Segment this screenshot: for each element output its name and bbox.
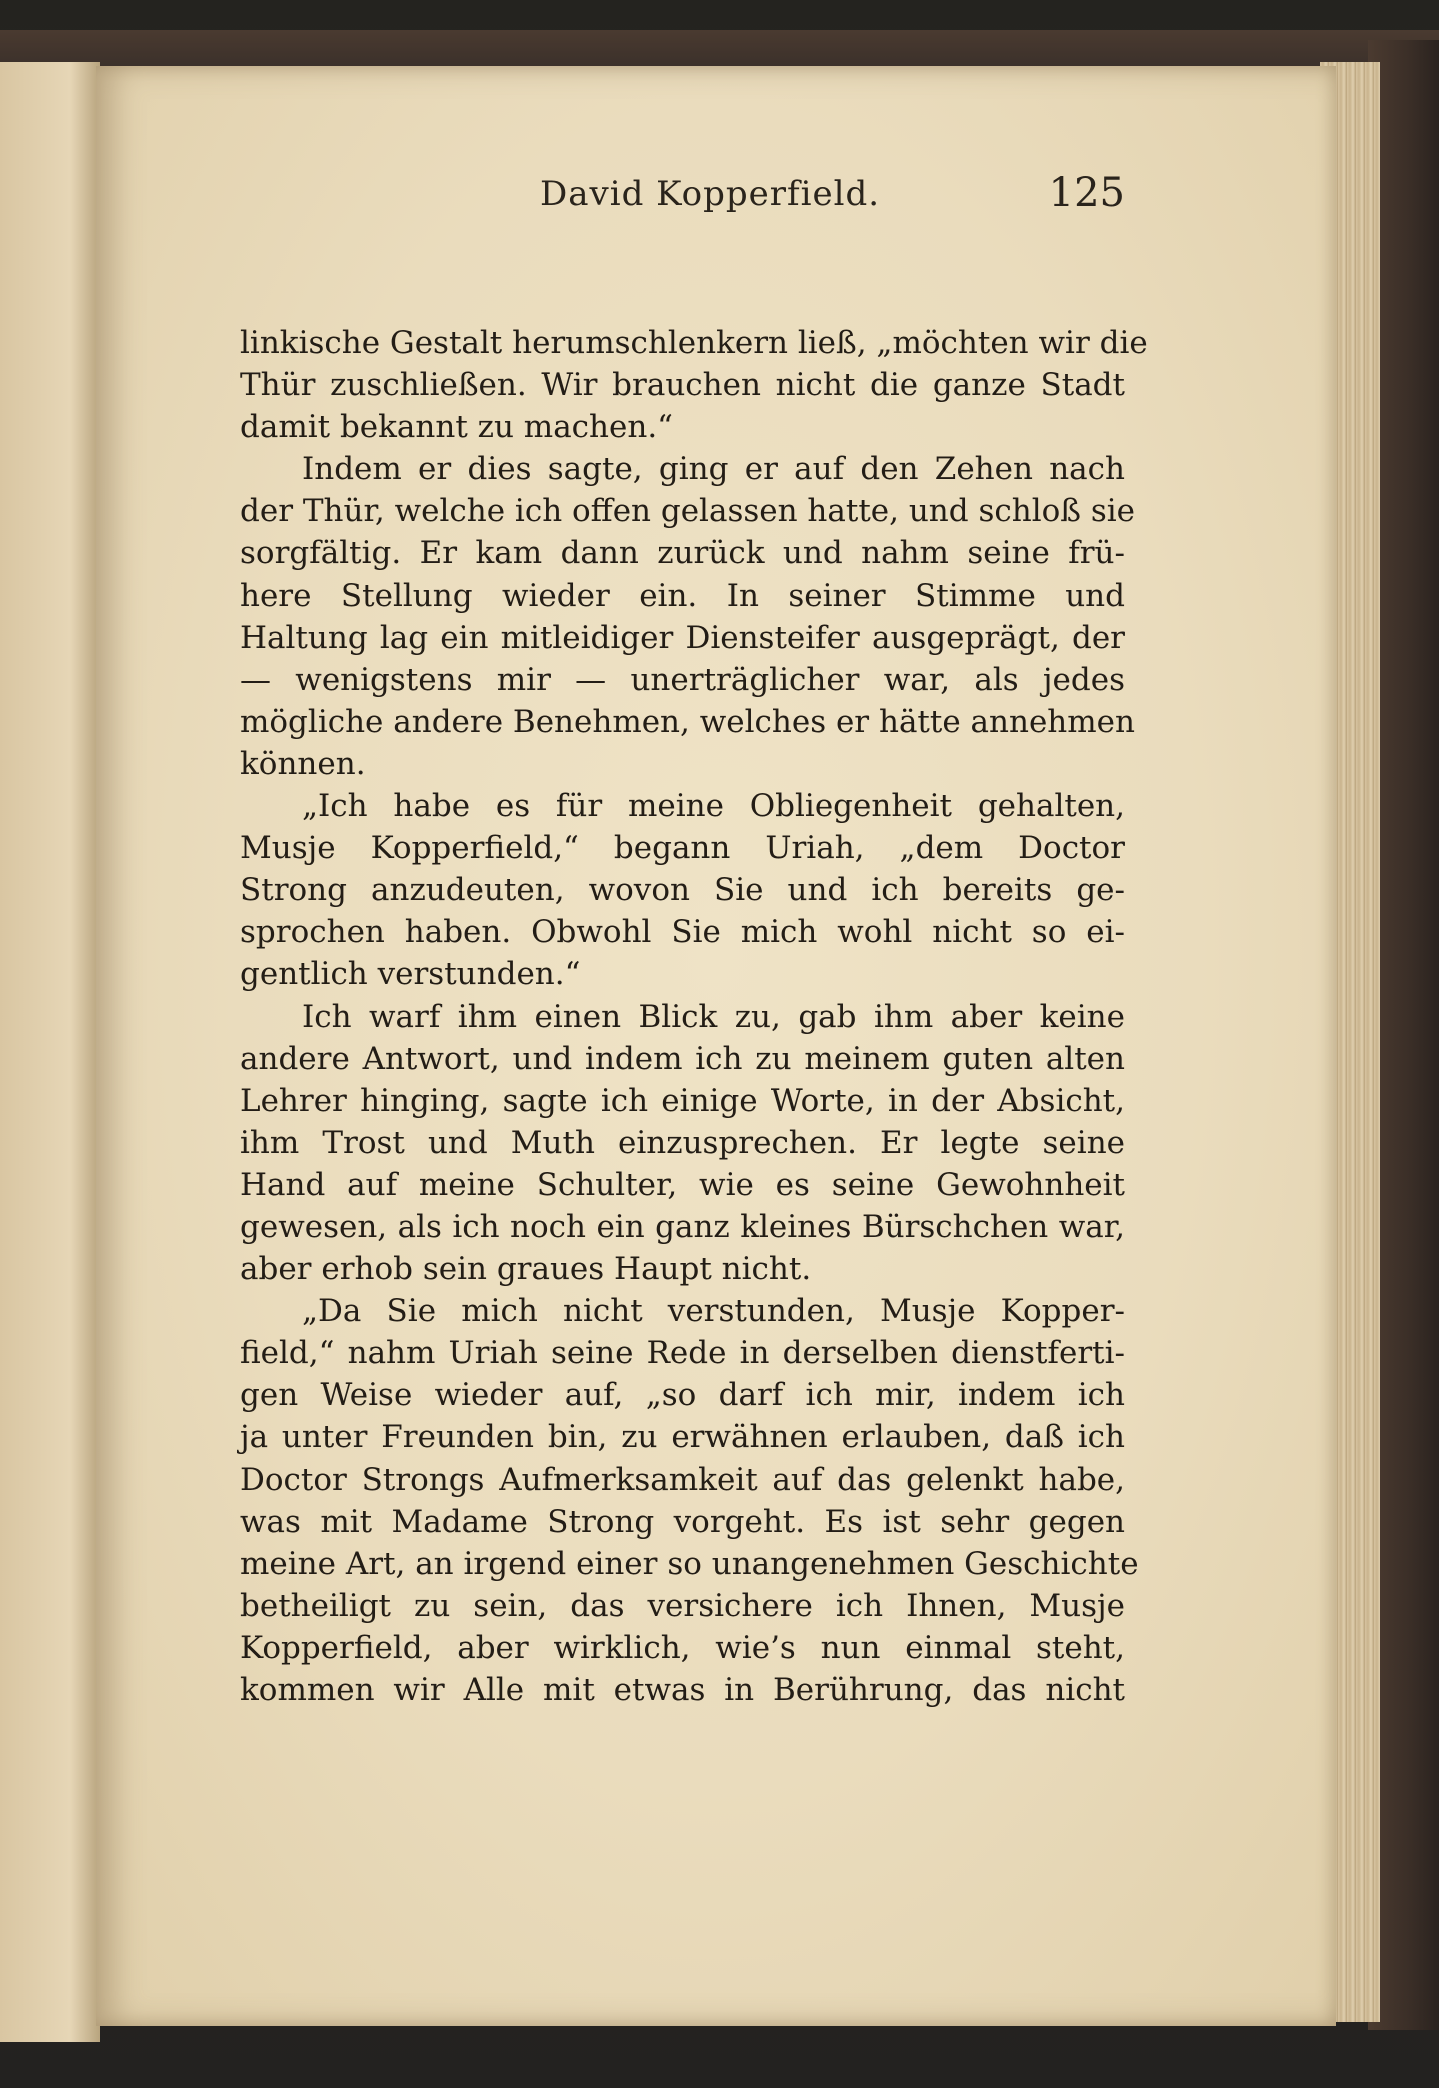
text-line: Doctor Strongs Aufmerksamkeit auf das gelenkt habe, bbox=[240, 1461, 1125, 1498]
paragraph bbox=[240, 996, 1125, 1291]
book-cover-top-edge bbox=[0, 30, 1439, 70]
text-line: betheiligt zu sein, das versichere ich Ihnen, Musje bbox=[240, 1587, 1125, 1624]
body-text bbox=[240, 322, 1148, 1711]
page-number: 125 bbox=[1048, 170, 1125, 216]
text-line: können. bbox=[240, 745, 366, 782]
text-line: field,“ nahm Uriah seine Rede in derselben dienstferti- bbox=[240, 1335, 1125, 1372]
text-line: Thür zuschließen. Wir brauchen nicht die ganze Stadt bbox=[240, 367, 1125, 404]
text-line: gentlich verstunden.“ bbox=[240, 956, 581, 993]
text-line: der Thür, welche ich offen gelassen hatte, und schloß sie bbox=[240, 493, 1136, 530]
text-line: — wenigstens mir — unerträglicher war, als jedes bbox=[240, 661, 1125, 698]
text-line: andere Antwort, und indem ich zu meinem guten alten bbox=[240, 1040, 1125, 1077]
paragraph bbox=[240, 1290, 1139, 1711]
text-line: gen Weise wieder auf, „so darf ich mir, indem ich bbox=[240, 1377, 1125, 1414]
text-line: ja unter Freunden bin, zu erwähnen erlauben, daß ich bbox=[240, 1419, 1125, 1456]
text-line: Kopperfield, aber wirklich, wie’s nun einmal steht, bbox=[240, 1629, 1125, 1666]
text-line: meine Art, an irgend einer so unangenehmen Geschichte bbox=[240, 1545, 1139, 1582]
text-line: sorgfältig. Er kam dann zurück und nahm seine frü- bbox=[240, 535, 1125, 572]
text-line: aber erhob sein graues Haupt nicht. bbox=[240, 1251, 812, 1288]
text-line: Hand auf meine Schulter, wie es seine Gewohnheit bbox=[240, 1166, 1125, 1203]
text-line: Musje Kopperfield,“ begann Uriah, „dem Doctor bbox=[240, 830, 1125, 867]
text-line: ihm Trost und Muth einzusprechen. Er legte seine bbox=[240, 1124, 1125, 1161]
text-line: „Da Sie mich nicht verstunden, Musje Kopper- bbox=[302, 1293, 1125, 1330]
text-line: Haltung lag ein mitleidiger Diensteifer ausgeprägt, der bbox=[240, 619, 1125, 656]
text-line: was mit Madame Strong vorgeht. Es ist sehr gegen bbox=[240, 1503, 1125, 1540]
paragraph bbox=[240, 448, 1136, 785]
text-line: linkische Gestalt herumschlenkern ließ, „möchten wir die bbox=[240, 325, 1148, 361]
text-line: Lehrer hinging, sagte ich einige Worte, in der Absicht, bbox=[240, 1082, 1125, 1119]
paragraph bbox=[240, 785, 1125, 995]
text-line: gewesen, als ich noch ein ganz kleines Bürschchen war, bbox=[240, 1208, 1125, 1245]
page-header bbox=[140, 168, 1125, 228]
running-title: David Kopperfield. bbox=[540, 174, 881, 214]
text-line: kommen wir Alle mit etwas in Berührung, das nicht bbox=[240, 1672, 1125, 1708]
text-line: Indem er dies sagte, ging er auf den Zehen nach bbox=[302, 451, 1125, 488]
text-line: Strong anzudeuten, wovon Sie und ich bereits ge- bbox=[240, 872, 1125, 909]
text-line: damit bekannt zu machen.“ bbox=[240, 409, 674, 446]
text-line: Ich warf ihm einen Blick zu, gab ihm aber keine bbox=[302, 998, 1125, 1035]
left-page-edge bbox=[0, 62, 100, 2042]
text-line: mögliche andere Benehmen, welches er hätte annehmen bbox=[240, 703, 1135, 740]
text-line: sprochen haben. Obwohl Sie mich wohl nicht so ei- bbox=[240, 914, 1125, 951]
text-line: „Ich habe es für meine Obliegenheit gehalten, bbox=[302, 788, 1125, 825]
paragraph bbox=[240, 322, 1148, 448]
text-line: here Stellung wieder ein. In seiner Stimme und bbox=[240, 577, 1125, 614]
